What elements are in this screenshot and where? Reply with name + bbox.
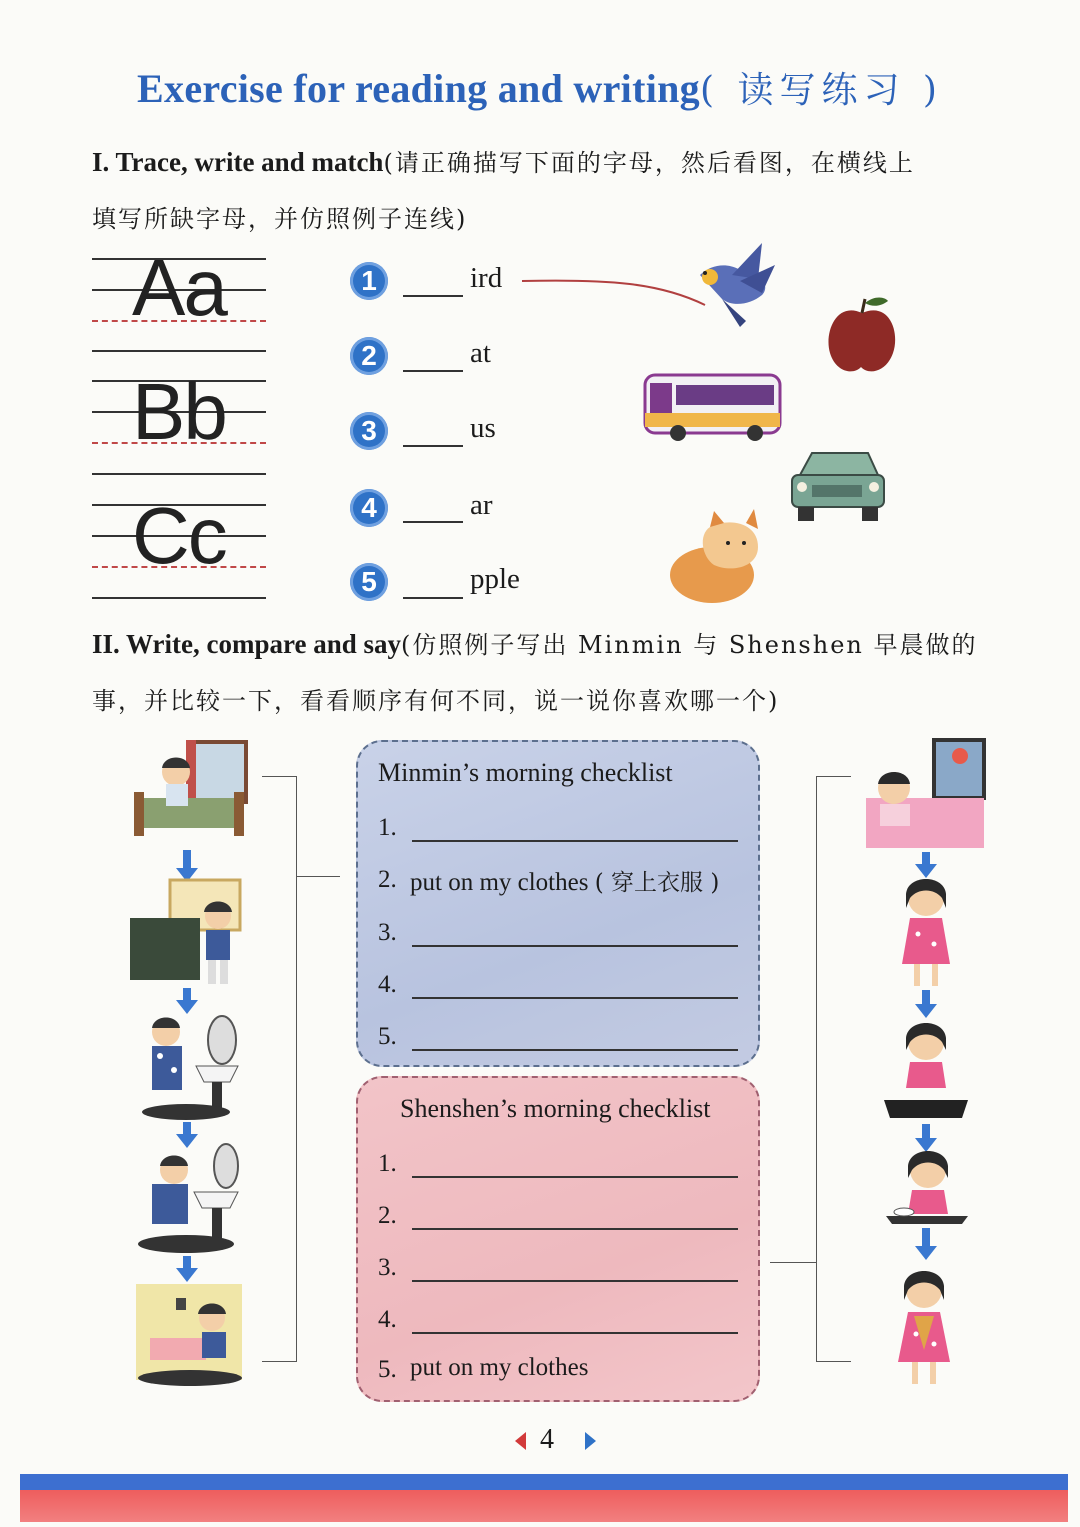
footer-band-blue [20,1474,1068,1490]
girl-wash-face-picture [884,1023,968,1118]
boy-get-up-picture [134,740,246,836]
row-number: 1. [378,814,397,841]
shenshen-checklist [356,1076,760,1402]
row-number: 2. [378,866,397,893]
minmin-routine-pictures [130,738,250,1398]
item-number: 5 [350,563,388,601]
row-number: 3. [378,919,397,946]
example-match-line [522,281,705,305]
answer-blank[interactable] [403,370,463,372]
next-page-icon[interactable] [585,1432,596,1450]
checklist-row [378,919,397,947]
boy-put-on-clothes-picture [130,880,240,984]
answer-line[interactable] [412,1228,738,1230]
cat-picture [670,509,758,603]
checklist-row [378,866,720,896]
guide-line [92,473,266,475]
letter-cc: Cc [132,491,226,580]
shenshen-checklist-heading: Shenshen’s morning checklist [400,1094,711,1123]
shenshen-routine-pictures [864,738,990,1398]
answer-line[interactable] [412,1280,738,1282]
checklist-row [378,971,397,999]
answer-blank[interactable] [403,295,463,297]
answer-line[interactable] [412,1332,738,1334]
girl-get-up-picture [866,740,984,848]
item-suffix: pple [470,563,520,595]
match-pictures [500,235,920,615]
shenshen-bracket [816,776,851,1362]
item-number: 2 [350,337,388,375]
checklist-row [378,1150,397,1178]
bird-picture [700,243,775,327]
section2-instruction-2: 事，并比较一下，看看顺序有何不同，说一说你喜欢哪一个) [92,687,780,715]
previous-page-icon[interactable] [515,1432,526,1450]
title-chinese: ( 读写练习 ) [699,70,943,111]
answer-line[interactable] [412,1049,738,1051]
guide-line [92,350,266,352]
girl-put-on-clothes-picture [898,1271,950,1384]
minmin-bracket [262,776,297,1362]
section1-label: I. Trace, write and match [92,147,384,177]
boy-have-breakfast-picture [136,1284,242,1386]
answer-blank[interactable] [403,597,463,599]
section2-heading [92,616,1042,729]
boy-wash-face-picture [138,1144,238,1253]
answer-line[interactable] [412,997,738,999]
minmin-checklist-heading: Minmin’s morning checklist [378,758,673,787]
minmin-connector [296,876,340,877]
checklist-row [378,1306,397,1334]
answer-line[interactable] [412,840,738,842]
item-number: 4 [350,489,388,527]
item-suffix: at [470,337,491,369]
section2-instruction-1: (仿照例子写出 Minmin 与 Shenshen 早晨做的 [401,631,978,659]
car-picture [792,453,884,521]
checklist-row [378,1202,397,1230]
section1-instruction-1: (请正确描写下面的字母，然后看图，在横线上 [383,149,915,177]
row-text: put on my clothes [410,1354,589,1381]
answer-blank[interactable] [403,521,463,523]
row-number: 5. [378,1356,397,1383]
row-number: 4. [378,971,397,998]
letter-aa: Aa [132,243,226,332]
row-number: 2. [378,1202,397,1229]
row-number: 1. [378,1150,397,1177]
row-text: put on my clothes ( 穿上衣服 ) [410,869,720,896]
checklist-row [378,814,397,842]
section1-heading [92,134,1042,247]
footer-band-red [20,1490,1068,1522]
page-number: 4 [540,1424,554,1455]
minmin-checklist [356,740,760,1067]
apple-picture [828,298,895,372]
row-number: 4. [378,1306,397,1333]
boy-brush-teeth-picture [142,1016,238,1120]
page-title [0,62,1080,113]
guide-line [92,597,266,599]
answer-blank[interactable] [403,445,463,447]
shenshen-connector [770,1262,816,1263]
title-english: Exercise for reading and writing [137,66,700,111]
answer-line[interactable] [412,1176,738,1178]
section2-label: II. Write, compare and say [92,629,402,659]
item-suffix: ar [470,489,493,521]
girl-have-breakfast-picture [886,1151,968,1224]
letter-bb: Bb [132,367,226,456]
item-number: 3 [350,412,388,450]
checklist-row [378,1254,397,1282]
checklist-row [378,1354,589,1384]
item-suffix: ird [470,262,503,294]
item-number: 1 [350,262,388,300]
answer-line[interactable] [412,945,738,947]
row-number: 3. [378,1254,397,1281]
girl-brush-teeth-picture [902,879,950,986]
row-number: 5. [378,1023,397,1050]
section1-instruction-2: 填写所缺字母，并仿照例子连线) [92,205,468,233]
bus-picture [645,375,780,441]
checklist-row [378,1023,397,1051]
item-suffix: us [470,412,496,444]
